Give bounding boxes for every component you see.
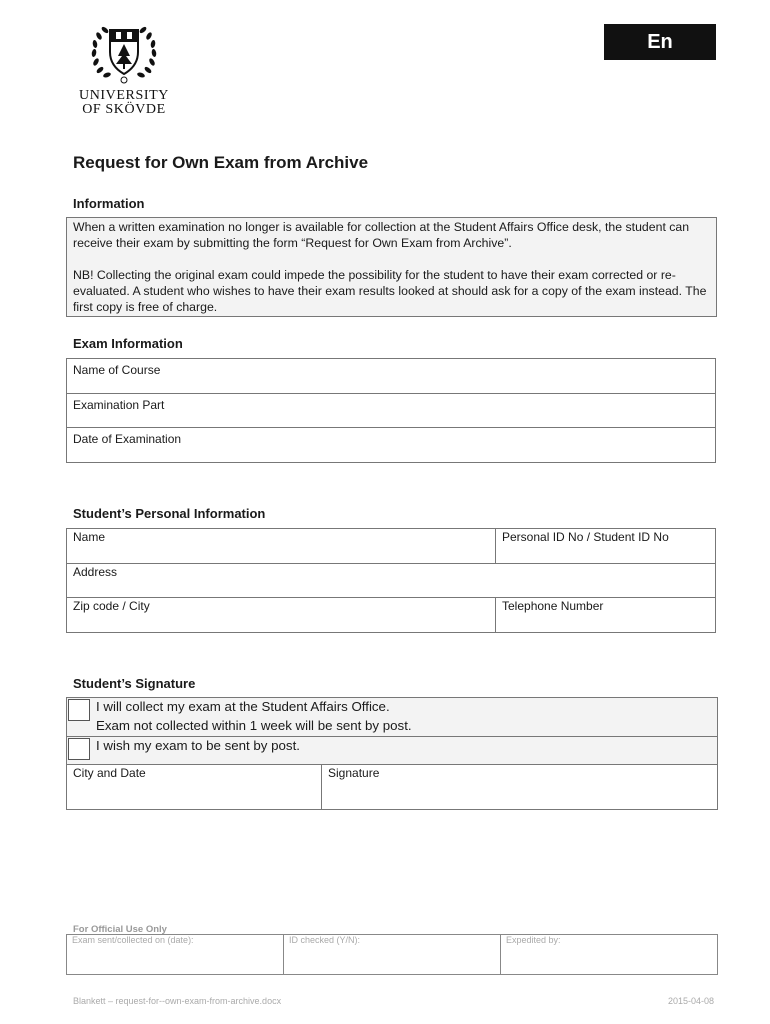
examination-part-label: Examination Part <box>73 398 165 412</box>
university-name-line2: OF SKÖVDE <box>82 102 166 117</box>
signature-table <box>66 697 718 810</box>
language-badge: En <box>604 24 716 60</box>
university-logo <box>74 22 174 122</box>
university-name-line1: UNIVERSITY <box>79 88 169 103</box>
personal-information-table <box>66 528 716 633</box>
id-checked-label: ID checked (Y/N): <box>289 935 361 945</box>
collect-checkbox[interactable] <box>68 699 90 721</box>
post-checkbox[interactable] <box>68 738 90 760</box>
sent-collected-label: Exam sent/collected on (date): <box>72 935 194 945</box>
official-use-heading: For Official Use Only <box>73 924 167 935</box>
id-checked-field[interactable] <box>283 934 501 975</box>
date-of-examination-field[interactable] <box>66 427 716 463</box>
personal-id-field[interactable] <box>495 528 716 564</box>
telephone-label: Telephone Number <box>502 599 604 613</box>
telephone-field[interactable] <box>495 597 716 633</box>
personal-information-heading: Student’s Personal Information <box>73 506 266 521</box>
name-field[interactable] <box>66 528 496 564</box>
zip-city-field[interactable] <box>66 597 496 633</box>
information-paragraph-1: When a written examination no longer is available for collection at the Student Affairs Office desk, the student can receive their exam by submitting the form “Request for Own Exam from Archive”. <box>73 220 690 251</box>
information-heading: Information <box>73 196 145 211</box>
city-date-label: City and Date <box>73 766 146 780</box>
name-label: Name <box>73 530 106 544</box>
address-field[interactable] <box>66 563 716 598</box>
signature-label: Signature <box>328 766 380 780</box>
collect-option-line1: I will collect my exam at the Student Affairs Office. <box>96 699 390 714</box>
signature-heading: Student’s Signature <box>73 676 196 691</box>
information-box <box>66 217 717 317</box>
university-crest-icon <box>88 22 160 86</box>
address-label: Address <box>73 565 118 579</box>
date-of-examination-label: Date of Examination <box>73 432 182 446</box>
name-of-course-label: Name of Course <box>73 363 161 377</box>
post-option-row <box>66 736 718 765</box>
exam-information-heading: Exam Information <box>73 336 183 351</box>
name-of-course-field[interactable] <box>66 358 716 394</box>
personal-id-label: Personal ID No / Student ID No <box>502 530 669 544</box>
signature-field[interactable] <box>321 764 718 810</box>
collect-option-row <box>66 697 718 737</box>
information-paragraph-2: NB! Collecting the original exam could impede the possibility for the student to have their exam corrected or re-evaluated. A student who wishes to have their exam results looked at should ask for a copy of the exam instead. The first copy is free of charge. <box>73 267 707 315</box>
zip-city-label: Zip code / City <box>73 599 150 613</box>
post-option-label: I wish my exam to be sent by post. <box>96 738 300 753</box>
expedited-by-label: Expedited by: <box>506 935 561 945</box>
exam-information-table <box>66 358 716 463</box>
footer-date: 2015-04-08 <box>668 996 715 1006</box>
examination-part-field[interactable] <box>66 393 716 428</box>
sent-collected-field[interactable] <box>66 934 284 975</box>
page-title: Request for Own Exam from Archive <box>73 153 369 172</box>
collect-option-line2: Exam not collected within 1 week will be sent by post. <box>96 718 412 733</box>
expedited-by-field[interactable] <box>500 934 718 975</box>
official-use-table <box>66 934 718 975</box>
footer-filename: Blankett – request-for--own-exam-from-archive.docx <box>73 996 282 1006</box>
city-date-field[interactable] <box>66 764 322 810</box>
